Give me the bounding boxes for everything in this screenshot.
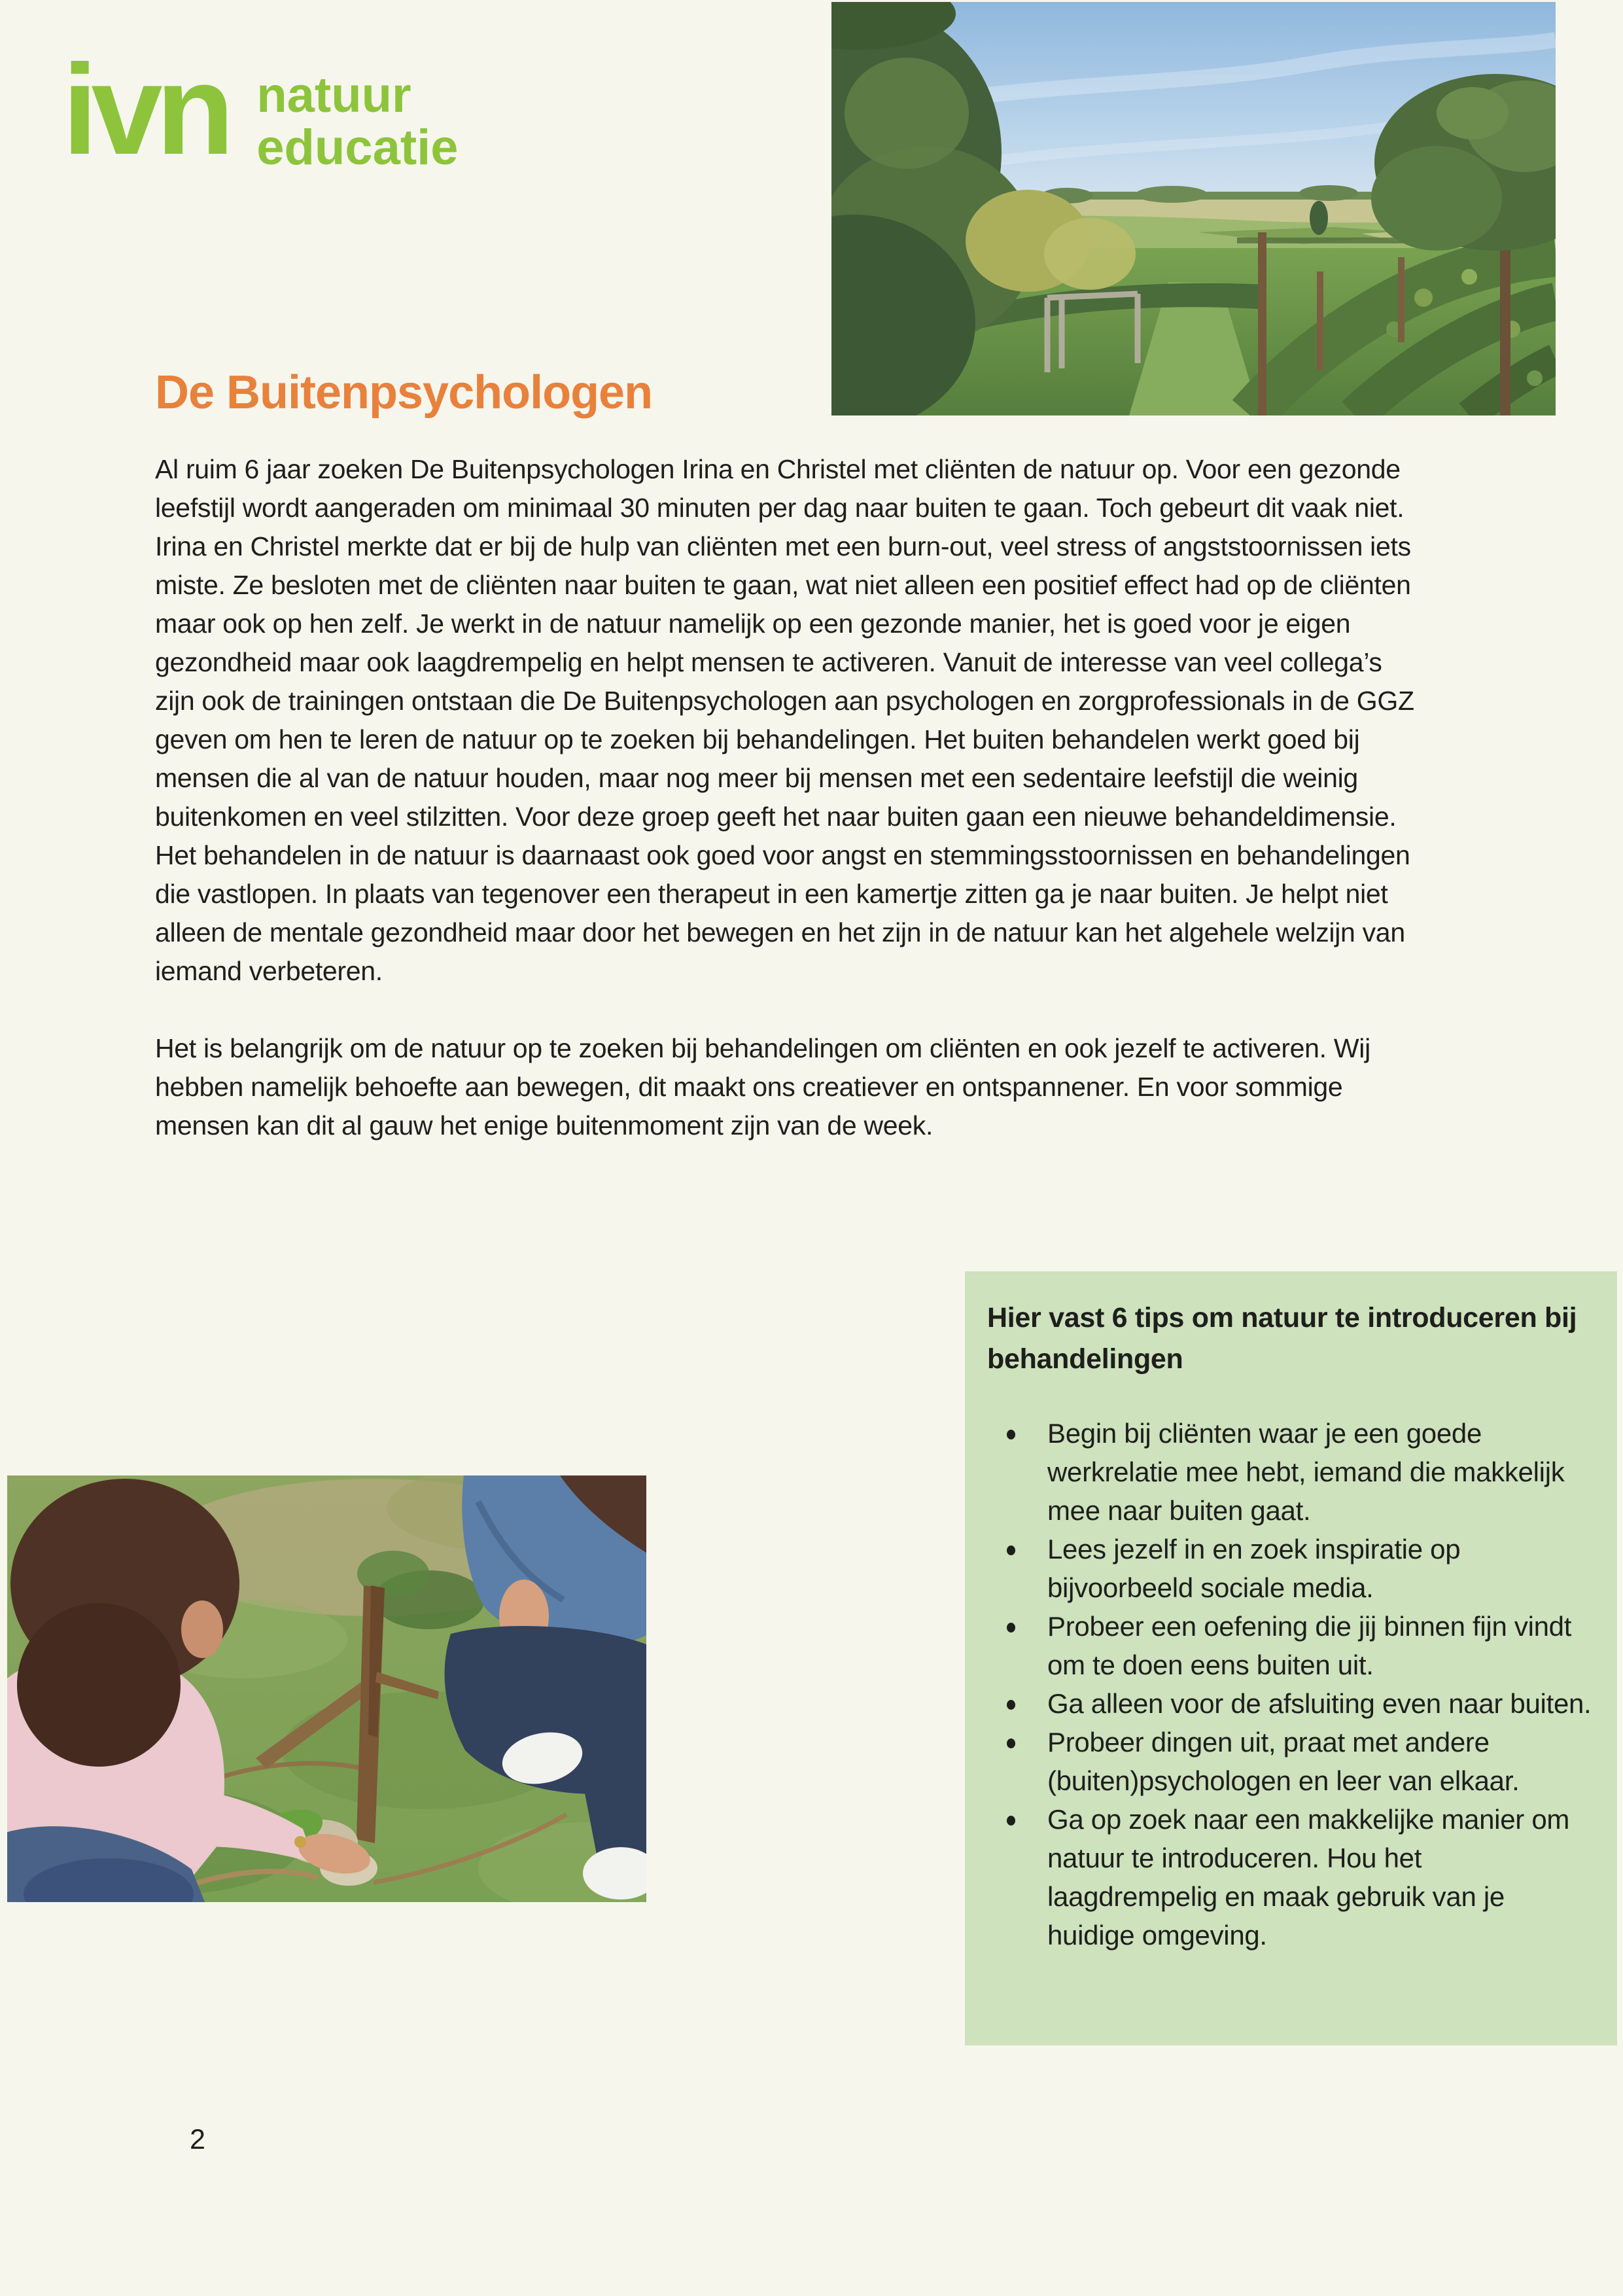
article-title: De Buitenpsychologen — [155, 366, 653, 419]
ivn-logo-tagline — [256, 69, 458, 174]
vineyard-landscape-illustration — [831, 2, 1556, 415]
bullet-icon — [1007, 1816, 1015, 1826]
tip-text: Begin bij cliënten waar je een goede werkrelatie mee hebt, iemand die makkelijk mee naar buiten gaat. — [1047, 1418, 1565, 1526]
tip-text: Ga op zoek naar een makkelijke manier om natuur te introduceren. Hou het laagdrempelig en maak gebruik van je huidige omgeving. — [1047, 1804, 1570, 1951]
tip-text: Probeer een oefening die jij binnen fijn vindt om te doen eens buiten uit. — [1047, 1611, 1572, 1680]
tips-list — [987, 1414, 1592, 1954]
outdoor-exercise-photo — [7, 1475, 646, 1902]
bullet-icon — [1007, 1430, 1015, 1439]
bullet-icon — [1007, 1739, 1015, 1748]
tip-item — [987, 1723, 1592, 1800]
ivn-logo — [62, 38, 459, 181]
ivn-logo-tagline-line1: natuur — [256, 67, 411, 123]
tip-text: Probeer dingen uit, praat met andere (buiten)psychologen en leer van elkaar. — [1047, 1727, 1520, 1796]
tip-item — [987, 1607, 1592, 1684]
outdoor-exercise-illustration — [7, 1475, 646, 1902]
article — [155, 366, 1418, 1184]
ivn-logo-tagline-line2: educatie — [256, 120, 459, 175]
bullet-icon — [1007, 1545, 1015, 1555]
tips-box — [965, 1271, 1617, 2045]
tip-text: Lees jezelf in en zoek inspiratie op bijvoorbeeld sociale media. — [1047, 1534, 1461, 1603]
tips-box-title: Hier vast 6 tips om natuur te introduceren bij behandelingen — [987, 1302, 1577, 1375]
article-paragraph-2: Het is belangrijk om de natuur op te zoeken bij behandelingen om cliënten en ook jezelf te activeren. Wij hebben namelijk behoefte aan bewegen, dit maakt ons creatiever en ontspannener. En voor sommige mensen kan dit al gauw het enige buitenmoment zijn van de week. — [155, 1033, 1370, 1140]
tip-text: Ga alleen voor de afsluiting even naar buiten. — [1047, 1688, 1592, 1719]
tip-item — [987, 1530, 1592, 1607]
tip-item — [987, 1684, 1592, 1723]
page-number: 2 — [190, 2124, 205, 2155]
vineyard-landscape-photo — [831, 2, 1556, 415]
bullet-icon — [1007, 1700, 1015, 1710]
ivn-logo-brand: ivn — [62, 38, 228, 181]
tip-item — [987, 1800, 1592, 1954]
bullet-icon — [1007, 1623, 1015, 1633]
tip-item — [987, 1414, 1592, 1530]
article-paragraph-1: Al ruim 6 jaar zoeken De Buitenpsychologen Irina en Christel met cliënten de natuur op. Voor een gezonde leefstijl wordt aangeraden om minimaal 30 minuten per dag naar buiten te gaan. Toch gebeurt dit vaak niet. Irina en Christel merkte dat er bij de hulp van cliënten met een burn-out, veel stress of angststoornissen iets miste. Ze besloten met de cliënten naar buiten te gaan, wat niet alleen een positief effect had op de cliënten maar ook op hen zelf. Je werkt in de natuur namelijk op een gezonde manier, het is goed voor je eigen gezondheid maar ook laagdrempelig en helpt mensen te activeren. Vanuit de interesse van veel collega’s zijn ook de trainingen ontstaan die De Buitenpsychologen aan psychologen en zorgprofessionals in de GGZ geven om hen te leren de natuur op te zoeken bij behandelingen. Het buiten behandelen werkt goed bij mensen die al van de natuur houden, maar nog meer bij mensen met een sedentaire leefstijl die weinig buitenkomen en veel stilzitten. Voor deze groep geeft het naar buiten gaan een nieuwe behandeldimensie. Het behandelen in de natuur is daarnaast ook goed voor angst en stemmingsstoornissen en behandelingen die vastlopen. In plaats van tegenover een therapeut in een kamertje zitten ga je naar buiten. Je helpt niet alleen de mentale gezondheid maar door het bewegen en het zijn in de natuur kan het algehele welzijn van iemand verbeteren. — [155, 454, 1414, 986]
